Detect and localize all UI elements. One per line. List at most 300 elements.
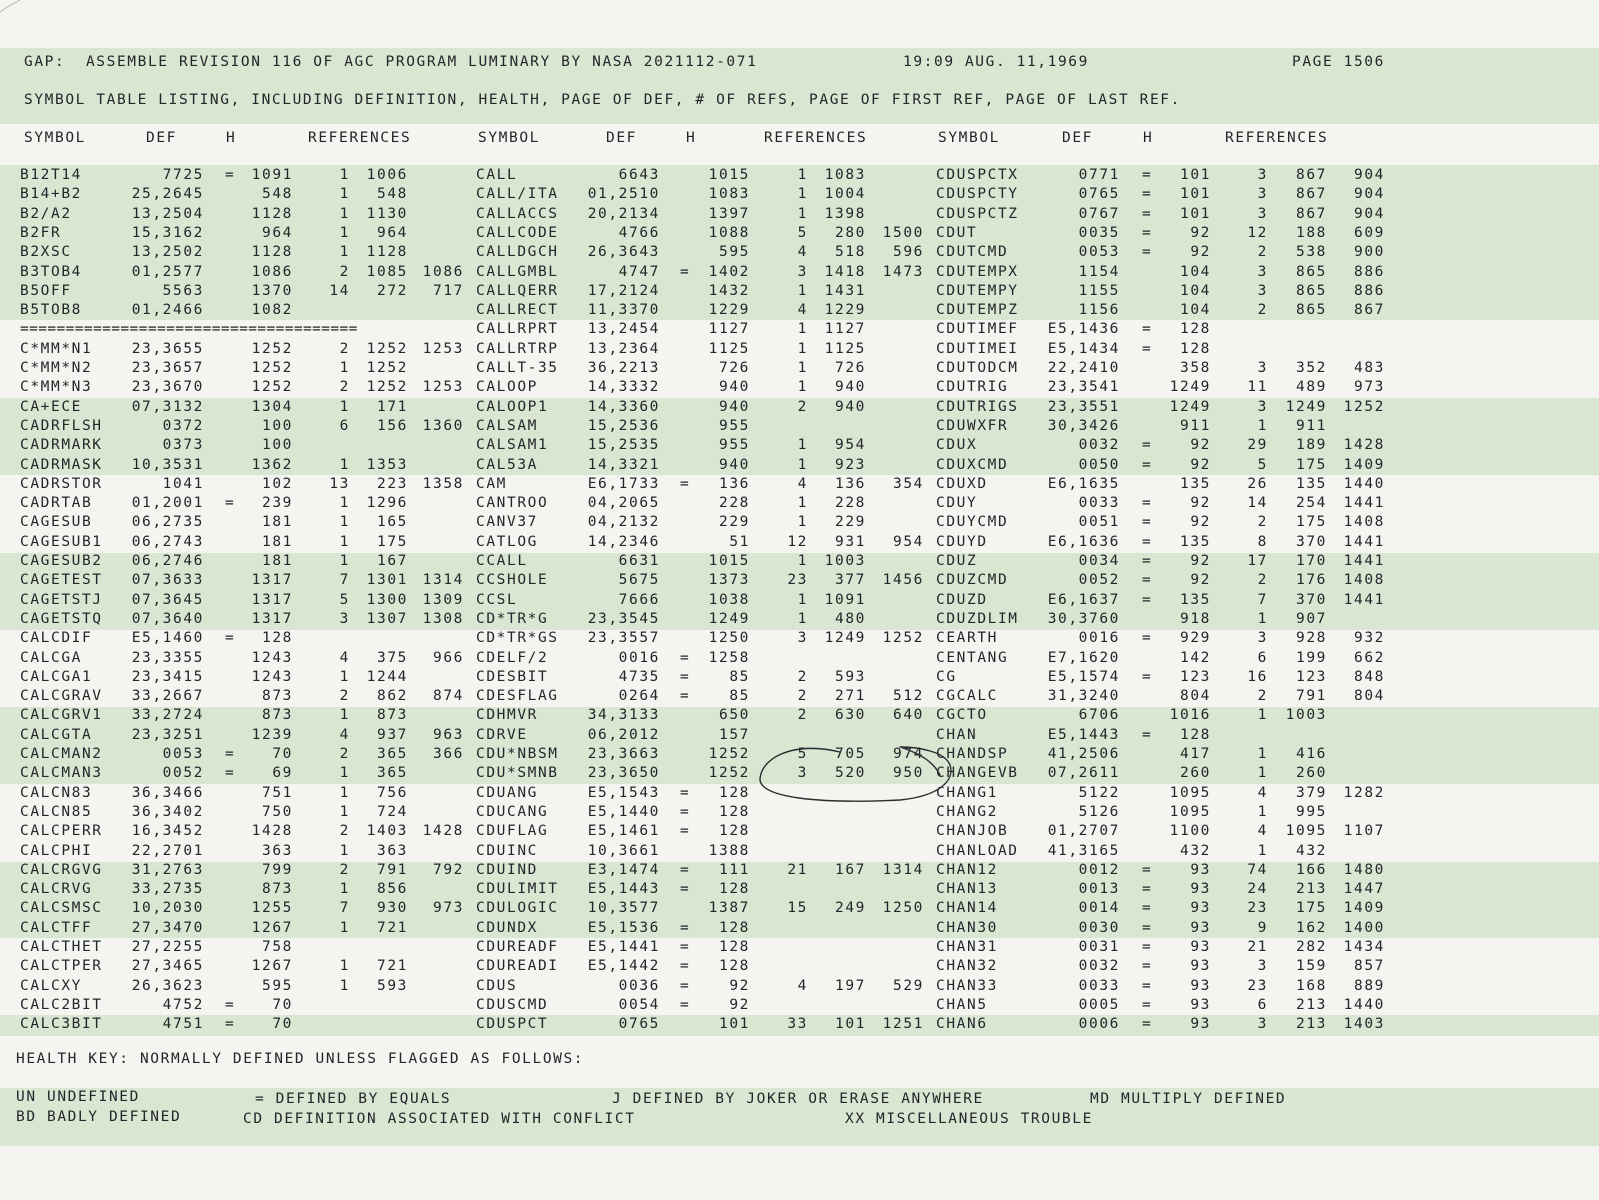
last-ref: 889	[1354, 978, 1385, 994]
column-header-refs: REFERENCES	[1225, 130, 1329, 146]
symbol-name: CHAN32	[936, 958, 998, 974]
definition: E3,1474	[587, 862, 660, 878]
last-ref: 932	[1354, 630, 1385, 646]
ref-count: 1	[339, 843, 350, 859]
def-page: 128	[719, 823, 750, 839]
definition: 10,3577	[587, 900, 660, 916]
health-flag: =	[680, 785, 691, 801]
ref-count: 1	[797, 592, 808, 608]
ref-count: 5	[1257, 457, 1268, 473]
symbol-name: CCSL	[476, 592, 518, 608]
symbol-name: CDU*NBSM	[476, 746, 559, 762]
first-ref: 213	[1296, 881, 1327, 897]
def-page: 100	[262, 437, 293, 453]
last-ref: 867	[1354, 302, 1385, 318]
definition: 0012	[1078, 862, 1120, 878]
symbol-name: CHANJOB	[936, 823, 1009, 839]
definition: 0054	[618, 997, 660, 1013]
first-ref: 1296	[366, 495, 408, 511]
definition: 13,2502	[131, 244, 204, 260]
last-ref: 1403	[1343, 1016, 1385, 1032]
first-ref: 1249	[824, 630, 866, 646]
first-ref: 228	[835, 495, 866, 511]
first-ref: 721	[377, 920, 408, 936]
definition: E5,1442	[587, 958, 660, 974]
def-page: 940	[719, 457, 750, 473]
first-ref: 1085	[366, 264, 408, 280]
health-flag: =	[680, 978, 691, 994]
symbol-name: CDUREADF	[476, 939, 559, 955]
def-page: 1091	[251, 167, 293, 183]
pen-tick-mark	[0, 0, 20, 12]
column-header-refs: REFERENCES	[308, 130, 412, 146]
first-ref: 1006	[366, 167, 408, 183]
def-page: 1083	[708, 186, 750, 202]
first-ref: 365	[377, 765, 408, 781]
ref-count: 2	[797, 399, 808, 415]
first-ref: 518	[835, 244, 866, 260]
first-ref: 1083	[824, 167, 866, 183]
ref-count: 1	[339, 804, 350, 820]
definition: 06,2012	[587, 727, 660, 743]
ref-count: 1	[339, 167, 350, 183]
definition: 0050	[1078, 457, 1120, 473]
ref-count: 4	[339, 650, 350, 666]
definition: 10,3531	[131, 457, 204, 473]
definition: 26,3643	[587, 244, 660, 260]
symbol-name: CADRFLSH	[20, 418, 103, 434]
symbol-name: CDUTRIG	[936, 379, 1009, 395]
last-ref: 1107	[1343, 823, 1385, 839]
ref-count: 17	[1247, 553, 1268, 569]
def-page: 1252	[251, 379, 293, 395]
symbol-name: CALLRPRT	[476, 321, 559, 337]
first-ref: 593	[835, 669, 866, 685]
def-page: 92	[1190, 495, 1211, 511]
def-page: 751	[262, 785, 293, 801]
symbol-name: CALCMAN3	[20, 765, 103, 781]
health-flag: =	[1142, 341, 1153, 357]
def-page: 92	[1190, 572, 1211, 588]
ref-count: 1	[339, 881, 350, 897]
first-ref: 199	[1296, 650, 1327, 666]
symbol-name: CDUXD	[936, 476, 988, 492]
last-ref: 1253	[422, 379, 464, 395]
ref-count: 1	[339, 553, 350, 569]
column-header-h: H	[226, 130, 237, 146]
ref-count: 3	[1257, 186, 1268, 202]
def-page: 1252	[708, 765, 750, 781]
definition: 0031	[1078, 939, 1120, 955]
health-flag: =	[680, 650, 691, 666]
def-page: 229	[719, 514, 750, 530]
health-flag: =	[680, 958, 691, 974]
first-ref: 167	[835, 862, 866, 878]
symbol-name: CADRMASK	[20, 457, 103, 473]
first-ref: 1307	[366, 611, 408, 627]
def-page: 92	[1190, 437, 1211, 453]
health-flag: =	[1142, 206, 1153, 222]
health-flag: =	[1142, 997, 1153, 1013]
definition: E5,1440	[587, 804, 660, 820]
first-ref: 189	[1296, 437, 1327, 453]
def-page: 92	[1190, 553, 1211, 569]
last-ref: 1441	[1343, 495, 1385, 511]
last-ref: 1253	[422, 341, 464, 357]
symbol-name: B2/A2	[20, 206, 72, 222]
definition: 0264	[618, 688, 660, 704]
definition: 1154	[1078, 264, 1120, 280]
ref-count: 1	[339, 495, 350, 511]
first-ref: 931	[835, 534, 866, 550]
first-ref: 548	[377, 186, 408, 202]
column-header-h: H	[1143, 130, 1154, 146]
symbol-name: CHAN14	[936, 900, 998, 916]
ref-count: 1	[797, 495, 808, 511]
def-page: 101	[1180, 186, 1211, 202]
symbol-name: CDUSPCTY	[936, 186, 1019, 202]
definition: 01,2707	[1047, 823, 1120, 839]
health-flag: =	[1142, 958, 1153, 974]
ref-count: 7	[1257, 592, 1268, 608]
ref-count: 1	[339, 206, 350, 222]
ref-count: 6	[1257, 997, 1268, 1013]
symbol-name: CHANG1	[936, 785, 998, 801]
last-ref: 1314	[882, 862, 924, 878]
ref-count: 2	[339, 264, 350, 280]
ref-count: 1	[797, 553, 808, 569]
symbol-name: CALCRVG	[20, 881, 93, 897]
first-ref: 856	[377, 881, 408, 897]
def-page: 929	[1180, 630, 1211, 646]
symbol-name: CDUINC	[476, 843, 538, 859]
symbol-name: CENTANG	[936, 650, 1009, 666]
first-ref: 867	[1296, 167, 1327, 183]
def-page: 1016	[1169, 707, 1211, 723]
first-ref: 188	[1296, 225, 1327, 241]
definition: E5,1543	[587, 785, 660, 801]
definition: 0053	[1078, 244, 1120, 260]
health-flag: =	[1142, 1016, 1153, 1032]
symbol-name: CEARTH	[936, 630, 998, 646]
definition: 0006	[1078, 1016, 1120, 1032]
definition: E7,1620	[1047, 650, 1120, 666]
symbol-name: CCALL	[476, 553, 528, 569]
first-ref: 123	[1296, 669, 1327, 685]
symbol-name: CDUXCMD	[936, 457, 1009, 473]
symbol-name: CALCN83	[20, 785, 93, 801]
ref-count: 2	[1257, 514, 1268, 530]
ref-count: 2	[339, 379, 350, 395]
definition: 06,2746	[131, 553, 204, 569]
last-ref: 1282	[1343, 785, 1385, 801]
first-ref: 254	[1296, 495, 1327, 511]
definition: 13,2504	[131, 206, 204, 222]
symbol-name: CDU*SMNB	[476, 765, 559, 781]
ref-count: 1	[339, 457, 350, 473]
definition: 4752	[162, 997, 204, 1013]
symbol-name: CAGESUB2	[20, 553, 103, 569]
def-page: 85	[729, 688, 750, 704]
definition: 25,2645	[131, 186, 204, 202]
health-flag: =	[225, 746, 236, 762]
last-ref: 857	[1354, 958, 1385, 974]
health-flag: =	[1142, 881, 1153, 897]
def-page: 93	[1190, 1016, 1211, 1032]
definition: 22,2410	[1047, 360, 1120, 376]
last-ref: 904	[1354, 186, 1385, 202]
ref-count: 1	[1257, 746, 1268, 762]
first-ref: 175	[1296, 900, 1327, 916]
def-page: 123	[1180, 669, 1211, 685]
definition: 0014	[1078, 900, 1120, 916]
symbol-name: CADRMARK	[20, 437, 103, 453]
def-page: 1243	[251, 650, 293, 666]
symbol-name: CALLQERR	[476, 283, 559, 299]
symbol-name: CDUIND	[476, 862, 538, 878]
symbol-name: CALCPERR	[20, 823, 103, 839]
last-ref: 1408	[1343, 572, 1385, 588]
def-page: 128	[719, 881, 750, 897]
first-ref: 791	[1296, 688, 1327, 704]
definition: 0016	[1078, 630, 1120, 646]
symbol-name: CAGETSTJ	[20, 592, 103, 608]
symbol-name: CALSAM1	[476, 437, 549, 453]
last-ref: 1456	[882, 572, 924, 588]
def-page: 93	[1190, 978, 1211, 994]
def-page: 1397	[708, 206, 750, 222]
definition: 4747	[618, 264, 660, 280]
first-ref: 1252	[366, 379, 408, 395]
ref-count: 3	[1257, 630, 1268, 646]
def-page: 1252	[251, 360, 293, 376]
symbol-name: CALC3BIT	[20, 1016, 103, 1032]
health-flag: =	[1142, 978, 1153, 994]
ref-count: 12	[787, 534, 808, 550]
def-page: 1128	[251, 206, 293, 222]
health-flag: =	[1142, 225, 1153, 241]
first-ref: 432	[1296, 843, 1327, 859]
first-ref: 223	[377, 476, 408, 492]
ref-count: 1	[797, 186, 808, 202]
def-page: 1387	[708, 900, 750, 916]
definition: 23,3415	[131, 669, 204, 685]
last-ref: 529	[893, 978, 924, 994]
def-page: 358	[1180, 360, 1211, 376]
symbol-name: CHANG2	[936, 804, 998, 820]
first-ref: 964	[377, 225, 408, 241]
definition: E5,1443	[587, 881, 660, 897]
definition: 13,2364	[587, 341, 660, 357]
def-page: 1402	[708, 264, 750, 280]
health-flag: =	[1142, 572, 1153, 588]
def-page: 100	[262, 418, 293, 434]
first-ref: 721	[377, 958, 408, 974]
definition: 15,3162	[131, 225, 204, 241]
ref-count: 5	[797, 225, 808, 241]
definition: 4735	[618, 669, 660, 685]
last-ref: 1252	[882, 630, 924, 646]
def-page: 1362	[251, 457, 293, 473]
def-page: 1304	[251, 399, 293, 415]
def-page: 1038	[708, 592, 750, 608]
first-ref: 520	[835, 765, 866, 781]
symbol-name: CALCGTA	[20, 727, 93, 743]
listing-subtitle: SYMBOL TABLE LISTING, INCLUDING DEFINITION, HEALTH, PAGE OF DEF, # OF REFS, PAGE OF FIRST REF, PAGE OF LAST REF.	[24, 92, 1181, 108]
ref-count: 1	[797, 611, 808, 627]
last-ref: 1251	[882, 1016, 924, 1032]
definition: 13,2454	[587, 321, 660, 337]
ref-count: 21	[787, 862, 808, 878]
symbol-name: CALLGMBL	[476, 264, 559, 280]
ref-count: 1	[797, 437, 808, 453]
first-ref: 724	[377, 804, 408, 820]
ref-count: 1	[1257, 707, 1268, 723]
symbol-name: CAGETEST	[20, 572, 103, 588]
ref-count: 1	[339, 765, 350, 781]
ref-count: 1	[1257, 765, 1268, 781]
symbol-name: CDUTIMEI	[936, 341, 1019, 357]
symbol-name: CALCGRAV	[20, 688, 103, 704]
health-flag: =	[1142, 457, 1153, 473]
ref-count: 4	[797, 476, 808, 492]
column-header-def: DEF	[606, 130, 637, 146]
symbol-name: B5OFF	[20, 283, 72, 299]
definition: 5122	[1078, 785, 1120, 801]
last-ref: 483	[1354, 360, 1385, 376]
def-page: 92	[1190, 225, 1211, 241]
ref-count: 14	[1247, 495, 1268, 511]
symbol-name: CDUTEMPX	[936, 264, 1019, 280]
def-page: 93	[1190, 920, 1211, 936]
ref-count: 1	[339, 920, 350, 936]
def-page: 92	[729, 978, 750, 994]
first-ref: 165	[377, 514, 408, 530]
symbol-name: CAGESUB1	[20, 534, 103, 550]
definition: 0013	[1078, 881, 1120, 897]
def-page: 128	[1180, 727, 1211, 743]
first-ref: 156	[377, 418, 408, 434]
last-ref: 717	[433, 283, 464, 299]
def-page: 1388	[708, 843, 750, 859]
def-page: 101	[1180, 206, 1211, 222]
definition: 22,2701	[131, 843, 204, 859]
def-page: 1125	[708, 341, 750, 357]
symbol-name: CDUSPCTZ	[936, 206, 1019, 222]
definition: 4751	[162, 1016, 204, 1032]
def-page: 1015	[708, 553, 750, 569]
health-flag: =	[1142, 437, 1153, 453]
ref-count: 3	[1257, 206, 1268, 222]
def-page: 1252	[251, 341, 293, 357]
def-page: 111	[719, 862, 750, 878]
symbol-name: CALCSMSC	[20, 900, 103, 916]
definition: 17,2124	[587, 283, 660, 299]
ref-count: 1	[1257, 843, 1268, 859]
def-page: 1267	[251, 958, 293, 974]
definition: 14,2346	[587, 534, 660, 550]
first-ref: 865	[1296, 302, 1327, 318]
symbol-name: CALLCODE	[476, 225, 559, 241]
health-flag: =	[225, 630, 236, 646]
def-page: 955	[719, 437, 750, 453]
definition: 33,2667	[131, 688, 204, 704]
ref-count: 4	[1257, 785, 1268, 801]
symbol-name: B12T14	[20, 167, 82, 183]
last-ref: 804	[1354, 688, 1385, 704]
definition: 10,2030	[131, 900, 204, 916]
ref-count: 7	[339, 572, 350, 588]
def-page: 136	[719, 476, 750, 492]
first-ref: 1252	[366, 360, 408, 376]
ref-count: 23	[1247, 900, 1268, 916]
symbol-name: CHAN31	[936, 939, 998, 955]
def-page: 1249	[1169, 379, 1211, 395]
definition: 01,2577	[131, 264, 204, 280]
health-flag: =	[1142, 669, 1153, 685]
symbol-name: CDUT	[936, 225, 978, 241]
ref-count: 3	[1257, 1016, 1268, 1032]
health-key-equals: = DEFINED BY EQUALS	[255, 1091, 452, 1107]
symbol-name: CHAN13	[936, 881, 998, 897]
definition: 11,3370	[587, 302, 660, 318]
def-page: 955	[719, 418, 750, 434]
last-ref: 1428	[1343, 437, 1385, 453]
health-flag: =	[680, 476, 691, 492]
definition: 23,3655	[131, 341, 204, 357]
health-flag: =	[1142, 630, 1153, 646]
symbol-name: CADRSTOR	[20, 476, 103, 492]
def-page: 93	[1190, 939, 1211, 955]
def-page: 804	[1180, 688, 1211, 704]
health-flag: =	[680, 688, 691, 704]
definition: 23,3650	[587, 765, 660, 781]
def-page: 93	[1190, 958, 1211, 974]
first-ref: 1418	[824, 264, 866, 280]
definition: 07,3640	[131, 611, 204, 627]
def-page: 93	[1190, 997, 1211, 1013]
def-page: 93	[1190, 862, 1211, 878]
first-ref: 280	[835, 225, 866, 241]
last-ref: 366	[433, 746, 464, 762]
first-ref: 166	[1296, 862, 1327, 878]
definition: 36,3466	[131, 785, 204, 801]
symbol-name: CDUS	[476, 978, 518, 994]
ref-count: 2	[797, 669, 808, 685]
first-ref: 862	[377, 688, 408, 704]
definition: 01,2510	[587, 186, 660, 202]
first-ref: 282	[1296, 939, 1327, 955]
symbol-name: CHAN	[936, 727, 978, 743]
health-flag: =	[1142, 727, 1153, 743]
last-ref: 973	[1354, 379, 1385, 395]
symbol-name: CDUANG	[476, 785, 538, 801]
symbol-name: B2FR	[20, 225, 62, 241]
symbol-name: CD*TR*G	[476, 611, 549, 627]
last-ref: 974	[893, 746, 924, 762]
last-ref: 963	[433, 727, 464, 743]
def-page: 918	[1180, 611, 1211, 627]
ref-count: 1	[797, 283, 808, 299]
definition: 01,2001	[131, 495, 204, 511]
ref-count: 5	[339, 592, 350, 608]
symbol-name: CAM	[476, 476, 507, 492]
def-page: 1239	[251, 727, 293, 743]
def-page: 873	[262, 707, 293, 723]
definition: 23,3545	[587, 611, 660, 627]
symbol-name: CALOOP	[476, 379, 538, 395]
symbol-name: CALL	[476, 167, 518, 183]
